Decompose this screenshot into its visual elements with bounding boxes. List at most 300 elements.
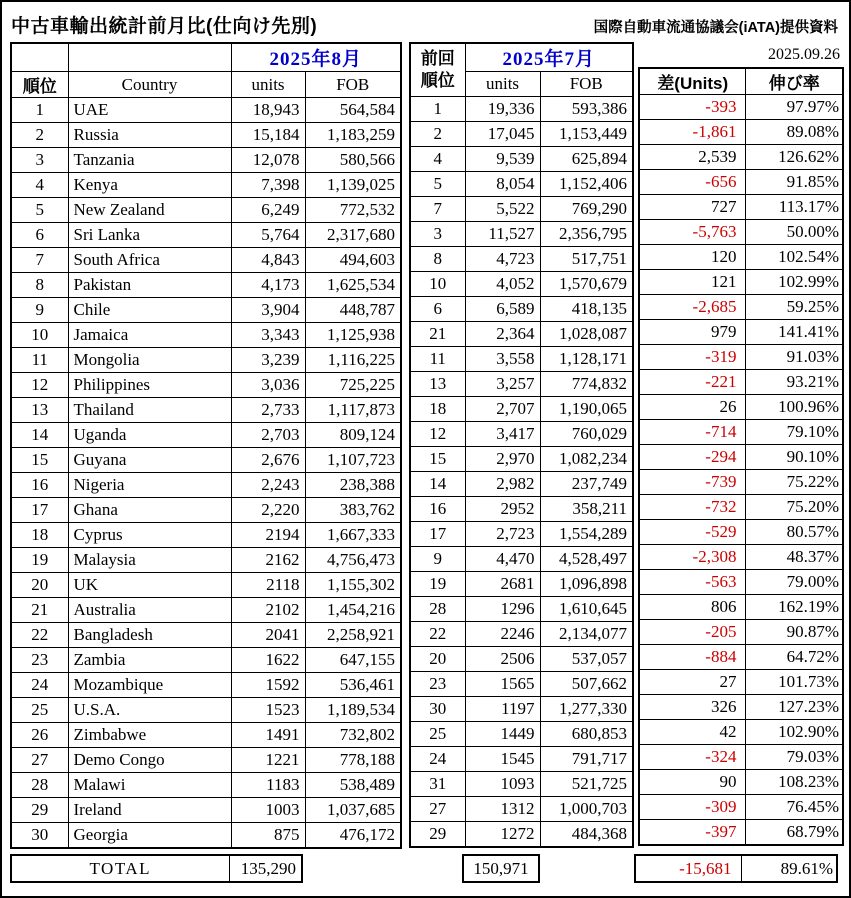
- prev-rank-cell: 13: [410, 372, 465, 397]
- table-row: [639, 295, 843, 320]
- prev-fob-cell: 537,057: [540, 647, 633, 672]
- units-cell: 2041: [231, 623, 305, 648]
- table-row: [11, 198, 401, 223]
- previous-month-group: [409, 42, 634, 848]
- table-row: [11, 248, 401, 273]
- prev-units-cell: 1545: [465, 747, 540, 772]
- prev-rank-cell: 1: [410, 97, 465, 122]
- units-cell: 18,943: [231, 98, 305, 123]
- growth-cell: 141.41%: [746, 320, 843, 345]
- table-row: [11, 298, 401, 323]
- fob-cell: 538,489: [305, 773, 401, 798]
- diff-cell: 727: [639, 195, 746, 220]
- total-row: [11, 855, 302, 882]
- fob-cell: 1,117,873: [305, 398, 401, 423]
- table-row: [11, 498, 401, 523]
- units-header: units: [231, 72, 305, 98]
- growth-cell: 113.17%: [746, 195, 843, 220]
- growth-cell: 68.79%: [746, 820, 843, 846]
- prev-rank-cell: 7: [410, 197, 465, 222]
- table-row: [639, 320, 843, 345]
- table-row: [11, 323, 401, 348]
- table-row: [410, 272, 633, 297]
- country-cell: Guyana: [68, 448, 231, 473]
- prev-rank-cell: 28: [410, 597, 465, 622]
- diff-cell: -884: [639, 645, 746, 670]
- table-row: [11, 673, 401, 698]
- rank-cell: 20: [11, 573, 68, 598]
- prev-units-cell: 1312: [465, 797, 540, 822]
- country-cell: Uganda: [68, 423, 231, 448]
- table-row: [639, 695, 843, 720]
- table-row: [11, 548, 401, 573]
- rank-cell: 12: [11, 373, 68, 398]
- table-row: [11, 223, 401, 248]
- prev-fob-cell: 1,153,449: [540, 122, 633, 147]
- table-row: [410, 447, 633, 472]
- units-cell: 1183: [231, 773, 305, 798]
- units-cell: 6,249: [231, 198, 305, 223]
- growth-cell: 93.21%: [746, 370, 843, 395]
- table-row: [11, 598, 401, 623]
- prev-fob-cell: 1,128,171: [540, 347, 633, 372]
- prev-fob-cell: 517,751: [540, 247, 633, 272]
- diff-header: 差(Units): [639, 68, 746, 95]
- header-row-columns: [11, 72, 401, 98]
- diff-cell: -397: [639, 820, 746, 846]
- table-row: [410, 397, 633, 422]
- growth-cell: 162.19%: [746, 595, 843, 620]
- table-row: [11, 798, 401, 823]
- prev-rank-cell: 8: [410, 247, 465, 272]
- prev-rank-cell: 2: [410, 122, 465, 147]
- country-cell: Georgia: [68, 823, 231, 849]
- blank-header-cell: [68, 43, 231, 72]
- table-row: [410, 722, 633, 747]
- rank-cell: 2: [11, 123, 68, 148]
- table-row: [11, 823, 401, 849]
- growth-cell: 97.97%: [746, 95, 843, 120]
- fob-cell: 238,388: [305, 473, 401, 498]
- table-row: [639, 570, 843, 595]
- growth-cell: 102.90%: [746, 720, 843, 745]
- units-cell: 2,220: [231, 498, 305, 523]
- table-row: [639, 245, 843, 270]
- growth-cell: 91.03%: [746, 345, 843, 370]
- prev-units-cell: 2246: [465, 622, 540, 647]
- table-row: [11, 98, 401, 123]
- country-cell: Thailand: [68, 398, 231, 423]
- prev-units-cell: 11,527: [465, 222, 540, 247]
- rank-cell: 13: [11, 398, 68, 423]
- rank-cell: 22: [11, 623, 68, 648]
- table-row: [639, 120, 843, 145]
- prev-rank-cell: 22: [410, 622, 465, 647]
- prev-rank-cell: 4: [410, 147, 465, 172]
- diff-cell: -714: [639, 420, 746, 445]
- table-row: [11, 773, 401, 798]
- prev-fob-cell: 625,894: [540, 147, 633, 172]
- table-row: [639, 345, 843, 370]
- total-growth-cell: 89.61%: [741, 855, 837, 882]
- prev-rank-cell: 16: [410, 497, 465, 522]
- diff-cell: -324: [639, 745, 746, 770]
- table-row: [639, 170, 843, 195]
- country-cell: South Africa: [68, 248, 231, 273]
- units-cell: 3,904: [231, 298, 305, 323]
- diff-cell: -1,861: [639, 120, 746, 145]
- comparison-table: [638, 67, 844, 846]
- diff-cell: 2,539: [639, 145, 746, 170]
- prev-units-cell: 19,336: [465, 97, 540, 122]
- growth-cell: 90.10%: [746, 445, 843, 470]
- prev-units-cell: 1197: [465, 697, 540, 722]
- prev-units-cell: 8,054: [465, 172, 540, 197]
- prev-fob-cell: 1,277,330: [540, 697, 633, 722]
- country-cell: Bangladesh: [68, 623, 231, 648]
- rank-cell: 21: [11, 598, 68, 623]
- rank-cell: 10: [11, 323, 68, 348]
- units-cell: 2,703: [231, 423, 305, 448]
- units-cell: 4,173: [231, 273, 305, 298]
- units-cell: 1622: [231, 648, 305, 673]
- prev-units-cell: 5,522: [465, 197, 540, 222]
- prev-rank-cell: 12: [410, 422, 465, 447]
- prev-units-cell: 1272: [465, 822, 540, 848]
- table-row: [639, 645, 843, 670]
- table-row: [639, 595, 843, 620]
- table-row: [639, 370, 843, 395]
- table-row: [410, 197, 633, 222]
- prev-rank-cell: 24: [410, 747, 465, 772]
- prev-rank-cell: 15: [410, 447, 465, 472]
- fob-cell: 772,532: [305, 198, 401, 223]
- fob-cell: 580,566: [305, 148, 401, 173]
- header-row-month: [410, 43, 633, 72]
- prev-fob-cell: 2,134,077: [540, 622, 633, 647]
- units-cell: 12,078: [231, 148, 305, 173]
- table-row: [11, 448, 401, 473]
- prev-fob-cell: 791,717: [540, 747, 633, 772]
- diff-cell: 27: [639, 670, 746, 695]
- prev-rank-cell: 11: [410, 347, 465, 372]
- table-row: [639, 145, 843, 170]
- prev-fob-cell: 1,610,645: [540, 597, 633, 622]
- prev-units-cell: 17,045: [465, 122, 540, 147]
- rank-cell: 11: [11, 348, 68, 373]
- rank-cell: 6: [11, 223, 68, 248]
- fob-header: FOB: [305, 72, 401, 98]
- units-cell: 2,676: [231, 448, 305, 473]
- table-row: [410, 697, 633, 722]
- prev-fob-cell: 1,096,898: [540, 572, 633, 597]
- growth-cell: 108.23%: [746, 770, 843, 795]
- prev-units-cell: 2,707: [465, 397, 540, 422]
- table-row: [639, 420, 843, 445]
- prev-units-cell: 2506: [465, 647, 540, 672]
- country-cell: New Zealand: [68, 198, 231, 223]
- tables-container: [10, 42, 844, 849]
- table-row: [11, 148, 401, 173]
- country-cell: Demo Congo: [68, 748, 231, 773]
- table-row: [639, 395, 843, 420]
- header-row-columns: [639, 68, 843, 95]
- fob-cell: 809,124: [305, 423, 401, 448]
- rank-cell: 23: [11, 648, 68, 673]
- table-row: [639, 445, 843, 470]
- prev-rank-cell: 10: [410, 272, 465, 297]
- table-row: [11, 348, 401, 373]
- rank-cell: 5: [11, 198, 68, 223]
- table-row: [11, 523, 401, 548]
- growth-cell: 75.20%: [746, 495, 843, 520]
- table-row: [11, 273, 401, 298]
- fob-cell: 1,667,333: [305, 523, 401, 548]
- units-cell: 2102: [231, 598, 305, 623]
- prev-fob-cell: 1,152,406: [540, 172, 633, 197]
- prev-fob-cell: 521,725: [540, 772, 633, 797]
- prev-units-cell: 9,539: [465, 147, 540, 172]
- country-header: Country: [68, 72, 231, 98]
- table-row: [410, 297, 633, 322]
- table-row: [639, 220, 843, 245]
- table-row: [410, 97, 633, 122]
- units-cell: 1221: [231, 748, 305, 773]
- table-row: [639, 520, 843, 545]
- table-row: [410, 322, 633, 347]
- prev-fob-cell: 4,528,497: [540, 547, 633, 572]
- country-cell: Zambia: [68, 648, 231, 673]
- prev-units-cell: 2,970: [465, 447, 540, 472]
- fob-cell: 2,258,921: [305, 623, 401, 648]
- blank-header-cell: [11, 43, 68, 72]
- growth-cell: 127.23%: [746, 695, 843, 720]
- fob-cell: 732,802: [305, 723, 401, 748]
- diff-cell: 120: [639, 245, 746, 270]
- fob-cell: 725,225: [305, 373, 401, 398]
- prev-rank-cell: 30: [410, 697, 465, 722]
- table-row: [410, 347, 633, 372]
- country-cell: UK: [68, 573, 231, 598]
- table-row: [639, 620, 843, 645]
- total-row: [635, 855, 837, 882]
- diff-cell: 26: [639, 395, 746, 420]
- table-row: [410, 572, 633, 597]
- growth-cell: 64.72%: [746, 645, 843, 670]
- prev-fob-cell: 2,356,795: [540, 222, 633, 247]
- prev-units-cell: 2681: [465, 572, 540, 597]
- country-cell: Kenya: [68, 173, 231, 198]
- fob-cell: 383,762: [305, 498, 401, 523]
- fob-cell: 1,125,938: [305, 323, 401, 348]
- rank-cell: 9: [11, 298, 68, 323]
- prev-units-cell: 1093: [465, 772, 540, 797]
- diff-cell: -739: [639, 470, 746, 495]
- current-month-tbody: [11, 98, 401, 849]
- prev-fob-cell: 1,554,289: [540, 522, 633, 547]
- prev-units-cell: 2,723: [465, 522, 540, 547]
- rank-cell: 8: [11, 273, 68, 298]
- previous-month-header: 2025年7月: [465, 43, 633, 72]
- prev-rank-cell: 20: [410, 647, 465, 672]
- country-cell: U.S.A.: [68, 698, 231, 723]
- prev-rank-cell: 19: [410, 572, 465, 597]
- country-cell: Cyprus: [68, 523, 231, 548]
- table-row: [410, 822, 633, 848]
- prev-units-cell: 4,052: [465, 272, 540, 297]
- units-cell: 2194: [231, 523, 305, 548]
- prev-rank-cell: 3: [410, 222, 465, 247]
- diff-cell: 121: [639, 270, 746, 295]
- rank-cell: 1: [11, 98, 68, 123]
- title-bar: [11, 11, 838, 38]
- table-row: [410, 772, 633, 797]
- prev-fob-cell: 418,135: [540, 297, 633, 322]
- prev-rank-header: [410, 43, 465, 97]
- rank-cell: 19: [11, 548, 68, 573]
- country-cell: Mozambique: [68, 673, 231, 698]
- prev-fob-cell: 680,853: [540, 722, 633, 747]
- rank-cell: 7: [11, 248, 68, 273]
- growth-cell: 79.03%: [746, 745, 843, 770]
- rank-cell: 27: [11, 748, 68, 773]
- fob-cell: 564,584: [305, 98, 401, 123]
- rank-cell: 18: [11, 523, 68, 548]
- prev-fob-cell: 760,029: [540, 422, 633, 447]
- growth-cell: 102.54%: [746, 245, 843, 270]
- current-month-table: [10, 42, 402, 849]
- total-row-left: [10, 854, 303, 883]
- prev-units-header: units: [465, 72, 540, 97]
- growth-cell: 79.10%: [746, 420, 843, 445]
- units-cell: 2,733: [231, 398, 305, 423]
- diff-cell: 42: [639, 720, 746, 745]
- fob-cell: 647,155: [305, 648, 401, 673]
- prev-rank-cell: 25: [410, 722, 465, 747]
- country-cell: Australia: [68, 598, 231, 623]
- fob-cell: 1,139,025: [305, 173, 401, 198]
- diff-cell: 806: [639, 595, 746, 620]
- fob-cell: 1,037,685: [305, 798, 401, 823]
- prev-units-cell: 4,723: [465, 247, 540, 272]
- growth-cell: 79.00%: [746, 570, 843, 595]
- table-row: [410, 647, 633, 672]
- units-cell: 2118: [231, 573, 305, 598]
- diff-cell: -5,763: [639, 220, 746, 245]
- country-cell: Jamaica: [68, 323, 231, 348]
- table-row: [11, 623, 401, 648]
- comparison-tbody: [639, 95, 843, 846]
- prev-rank-cell: 17: [410, 522, 465, 547]
- country-cell: Sri Lanka: [68, 223, 231, 248]
- country-cell: Mongolia: [68, 348, 231, 373]
- units-cell: 5,764: [231, 223, 305, 248]
- table-row: [639, 720, 843, 745]
- table-row: [639, 470, 843, 495]
- table-row: [639, 820, 843, 846]
- previous-month-table: [409, 42, 634, 848]
- total-units-cell: 135,290: [229, 855, 302, 882]
- table-row: [410, 597, 633, 622]
- prev-fob-cell: 1,570,679: [540, 272, 633, 297]
- fob-cell: 448,787: [305, 298, 401, 323]
- prev-units-cell: 1296: [465, 597, 540, 622]
- fob-cell: 2,317,680: [305, 223, 401, 248]
- prev-units-cell: 2,982: [465, 472, 540, 497]
- growth-cell: 89.08%: [746, 120, 843, 145]
- diff-cell: -529: [639, 520, 746, 545]
- table-row: [11, 423, 401, 448]
- table-row: [410, 422, 633, 447]
- table-row: [11, 398, 401, 423]
- table-row: [410, 372, 633, 397]
- prev-rank-header-line1: 前回: [420, 49, 455, 68]
- diff-cell: 326: [639, 695, 746, 720]
- diff-cell: 90: [639, 770, 746, 795]
- current-month-header: 2025年8月: [231, 43, 401, 72]
- table-row: [11, 173, 401, 198]
- fob-cell: 1,454,216: [305, 598, 401, 623]
- growth-cell: 59.25%: [746, 295, 843, 320]
- growth-cell: 126.62%: [746, 145, 843, 170]
- fob-cell: 1,625,534: [305, 273, 401, 298]
- prev-fob-cell: 237,749: [540, 472, 633, 497]
- prev-rank-cell: 27: [410, 797, 465, 822]
- units-cell: 4,843: [231, 248, 305, 273]
- table-row: [11, 373, 401, 398]
- diff-cell: -309: [639, 795, 746, 820]
- growth-cell: 48.37%: [746, 545, 843, 570]
- prev-units-cell: 4,470: [465, 547, 540, 572]
- table-row: [410, 797, 633, 822]
- country-cell: Zimbabwe: [68, 723, 231, 748]
- table-row: [410, 547, 633, 572]
- table-row: [639, 195, 843, 220]
- table-row: [410, 222, 633, 247]
- table-row: [410, 747, 633, 772]
- prev-fob-header: FOB: [540, 72, 633, 97]
- growth-cell: 102.99%: [746, 270, 843, 295]
- growth-cell: 90.87%: [746, 620, 843, 645]
- country-cell: Russia: [68, 123, 231, 148]
- country-cell: Philippines: [68, 373, 231, 398]
- fob-cell: 476,172: [305, 823, 401, 849]
- units-cell: 3,239: [231, 348, 305, 373]
- diff-cell: -294: [639, 445, 746, 470]
- table-row: [11, 473, 401, 498]
- table-row: [639, 95, 843, 120]
- diff-cell: -319: [639, 345, 746, 370]
- rank-cell: 3: [11, 148, 68, 173]
- table-row: [639, 770, 843, 795]
- prev-units-cell: 6,589: [465, 297, 540, 322]
- table-row: [11, 123, 401, 148]
- growth-cell: 50.00%: [746, 220, 843, 245]
- country-cell: Chile: [68, 298, 231, 323]
- rank-cell: 26: [11, 723, 68, 748]
- table-row: [410, 497, 633, 522]
- country-cell: Ireland: [68, 798, 231, 823]
- diff-cell: -563: [639, 570, 746, 595]
- rank-cell: 28: [11, 773, 68, 798]
- units-cell: 875: [231, 823, 305, 849]
- country-cell: Tanzania: [68, 148, 231, 173]
- prev-rank-cell: 29: [410, 822, 465, 848]
- prev-fob-cell: 1,028,087: [540, 322, 633, 347]
- prev-fob-cell: 774,832: [540, 372, 633, 397]
- prev-fob-cell: 1,190,065: [540, 397, 633, 422]
- table-row: [639, 270, 843, 295]
